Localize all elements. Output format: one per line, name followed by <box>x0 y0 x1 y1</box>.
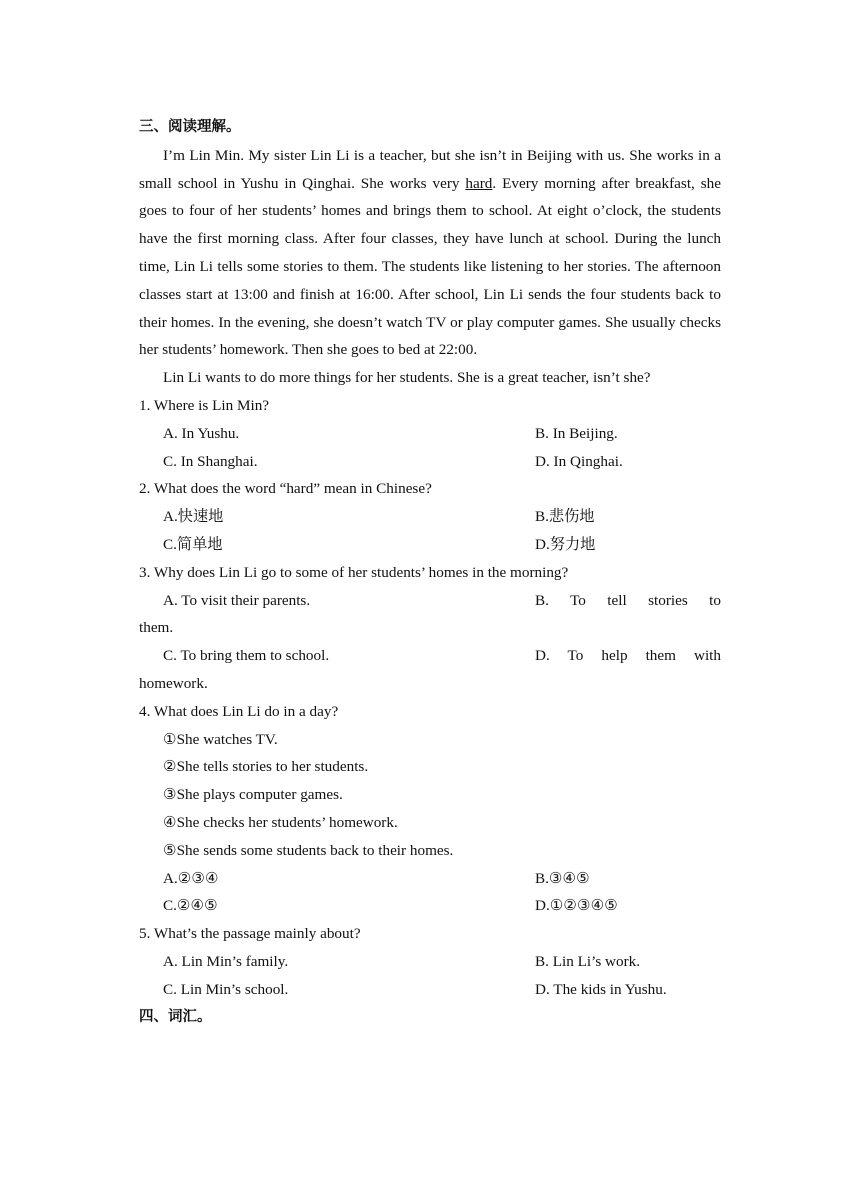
question-1-options <box>139 420 721 476</box>
option-c[interactable]: C. To bring them to school. <box>163 647 330 665</box>
statement-3: ③She plays computer games. <box>163 786 343 804</box>
option-b[interactable]: B.悲伤地 <box>535 508 595 526</box>
question-2: 2. What does the word “hard” mean in Chinese? <box>139 480 432 498</box>
option-a[interactable]: A.快速地 <box>163 508 224 526</box>
question-5: 5. What’s the passage mainly about? <box>139 925 361 943</box>
question-4: 4. What does Lin Li do in a day? <box>139 702 339 720</box>
option-b-continued: them. <box>139 619 174 637</box>
passage-text: I’m Lin Min. My sister Lin Li is a teacher, but she isn’t in Beijing with us. She works in a small school in Yushu in Qinghai. She works very <box>139 146 721 192</box>
option-d[interactable]: D. To help them with <box>535 647 721 665</box>
option-c[interactable]: C. In Shanghai. <box>163 452 258 470</box>
question-3: 3. Why does Lin Li go to some of her students’ homes in the morning? <box>139 563 569 581</box>
question-1: 1. Where is Lin Min? <box>139 396 270 414</box>
option-d[interactable]: D.①②③④⑤ <box>535 897 618 915</box>
option-c[interactable]: C. Lin Min’s school. <box>163 980 289 998</box>
underlined-word-hard: hard <box>465 174 493 192</box>
option-b[interactable]: B. To tell stories to <box>535 591 721 609</box>
question-2-options <box>139 503 721 559</box>
option-a[interactable]: A. To visit their parents. <box>163 591 311 609</box>
option-b[interactable]: B. In Beijing. <box>535 424 618 442</box>
option-d[interactable]: D. In Qinghai. <box>535 452 623 470</box>
question-4-options <box>139 865 721 921</box>
question-3-options-2 <box>139 642 721 670</box>
option-a[interactable]: A.②③④ <box>163 869 219 887</box>
option-d-continued: homework. <box>139 674 208 692</box>
option-a[interactable]: A. In Yushu. <box>163 424 240 442</box>
question-5-options <box>139 948 721 1004</box>
section-3-title: 三、阅读理解。 <box>139 119 241 135</box>
passage-paragraph-1 <box>139 142 721 364</box>
option-b[interactable]: B. Lin Li’s work. <box>535 952 641 970</box>
exam-page <box>139 114 721 1031</box>
option-c[interactable]: C.简单地 <box>163 535 223 553</box>
statement-4: ④She checks her students’ homework. <box>163 813 398 831</box>
question-3-options <box>139 587 721 615</box>
statement-2: ②She tells stories to her students. <box>163 758 369 776</box>
option-a[interactable]: A. Lin Min’s family. <box>163 952 289 970</box>
passage-paragraph-2: Lin Li wants to do more things for her students. She is a great teacher, isn’t she? <box>163 369 651 387</box>
statement-1: ①She watches TV. <box>163 730 278 748</box>
option-b[interactable]: B.③④⑤ <box>535 869 590 887</box>
statement-5: ⑤She sends some students back to their homes. <box>163 841 454 859</box>
passage-text: . Every morning after breakfast, she goes to four of her students’ homes and brings them to school. At eight o’clock, the students have the first morning class. After four classes, they have lunch at school. During the lunch time, Lin Li tells some stories to them. The students like listening to her stories. The afternoon classes start at 13:00 and finish at 16:00. After school, Lin Li sends the four students back to their homes. In the evening, she doesn’t watch TV or play computer games. She usually checks her students’ homework. Then she goes to bed at 22:00. <box>139 174 721 359</box>
option-c[interactable]: C.②④⑤ <box>163 897 218 915</box>
option-d[interactable]: D.努力地 <box>535 535 596 553</box>
option-d[interactable]: D. The kids in Yushu. <box>535 980 667 998</box>
section-4-title: 四、词汇。 <box>139 1008 212 1025</box>
